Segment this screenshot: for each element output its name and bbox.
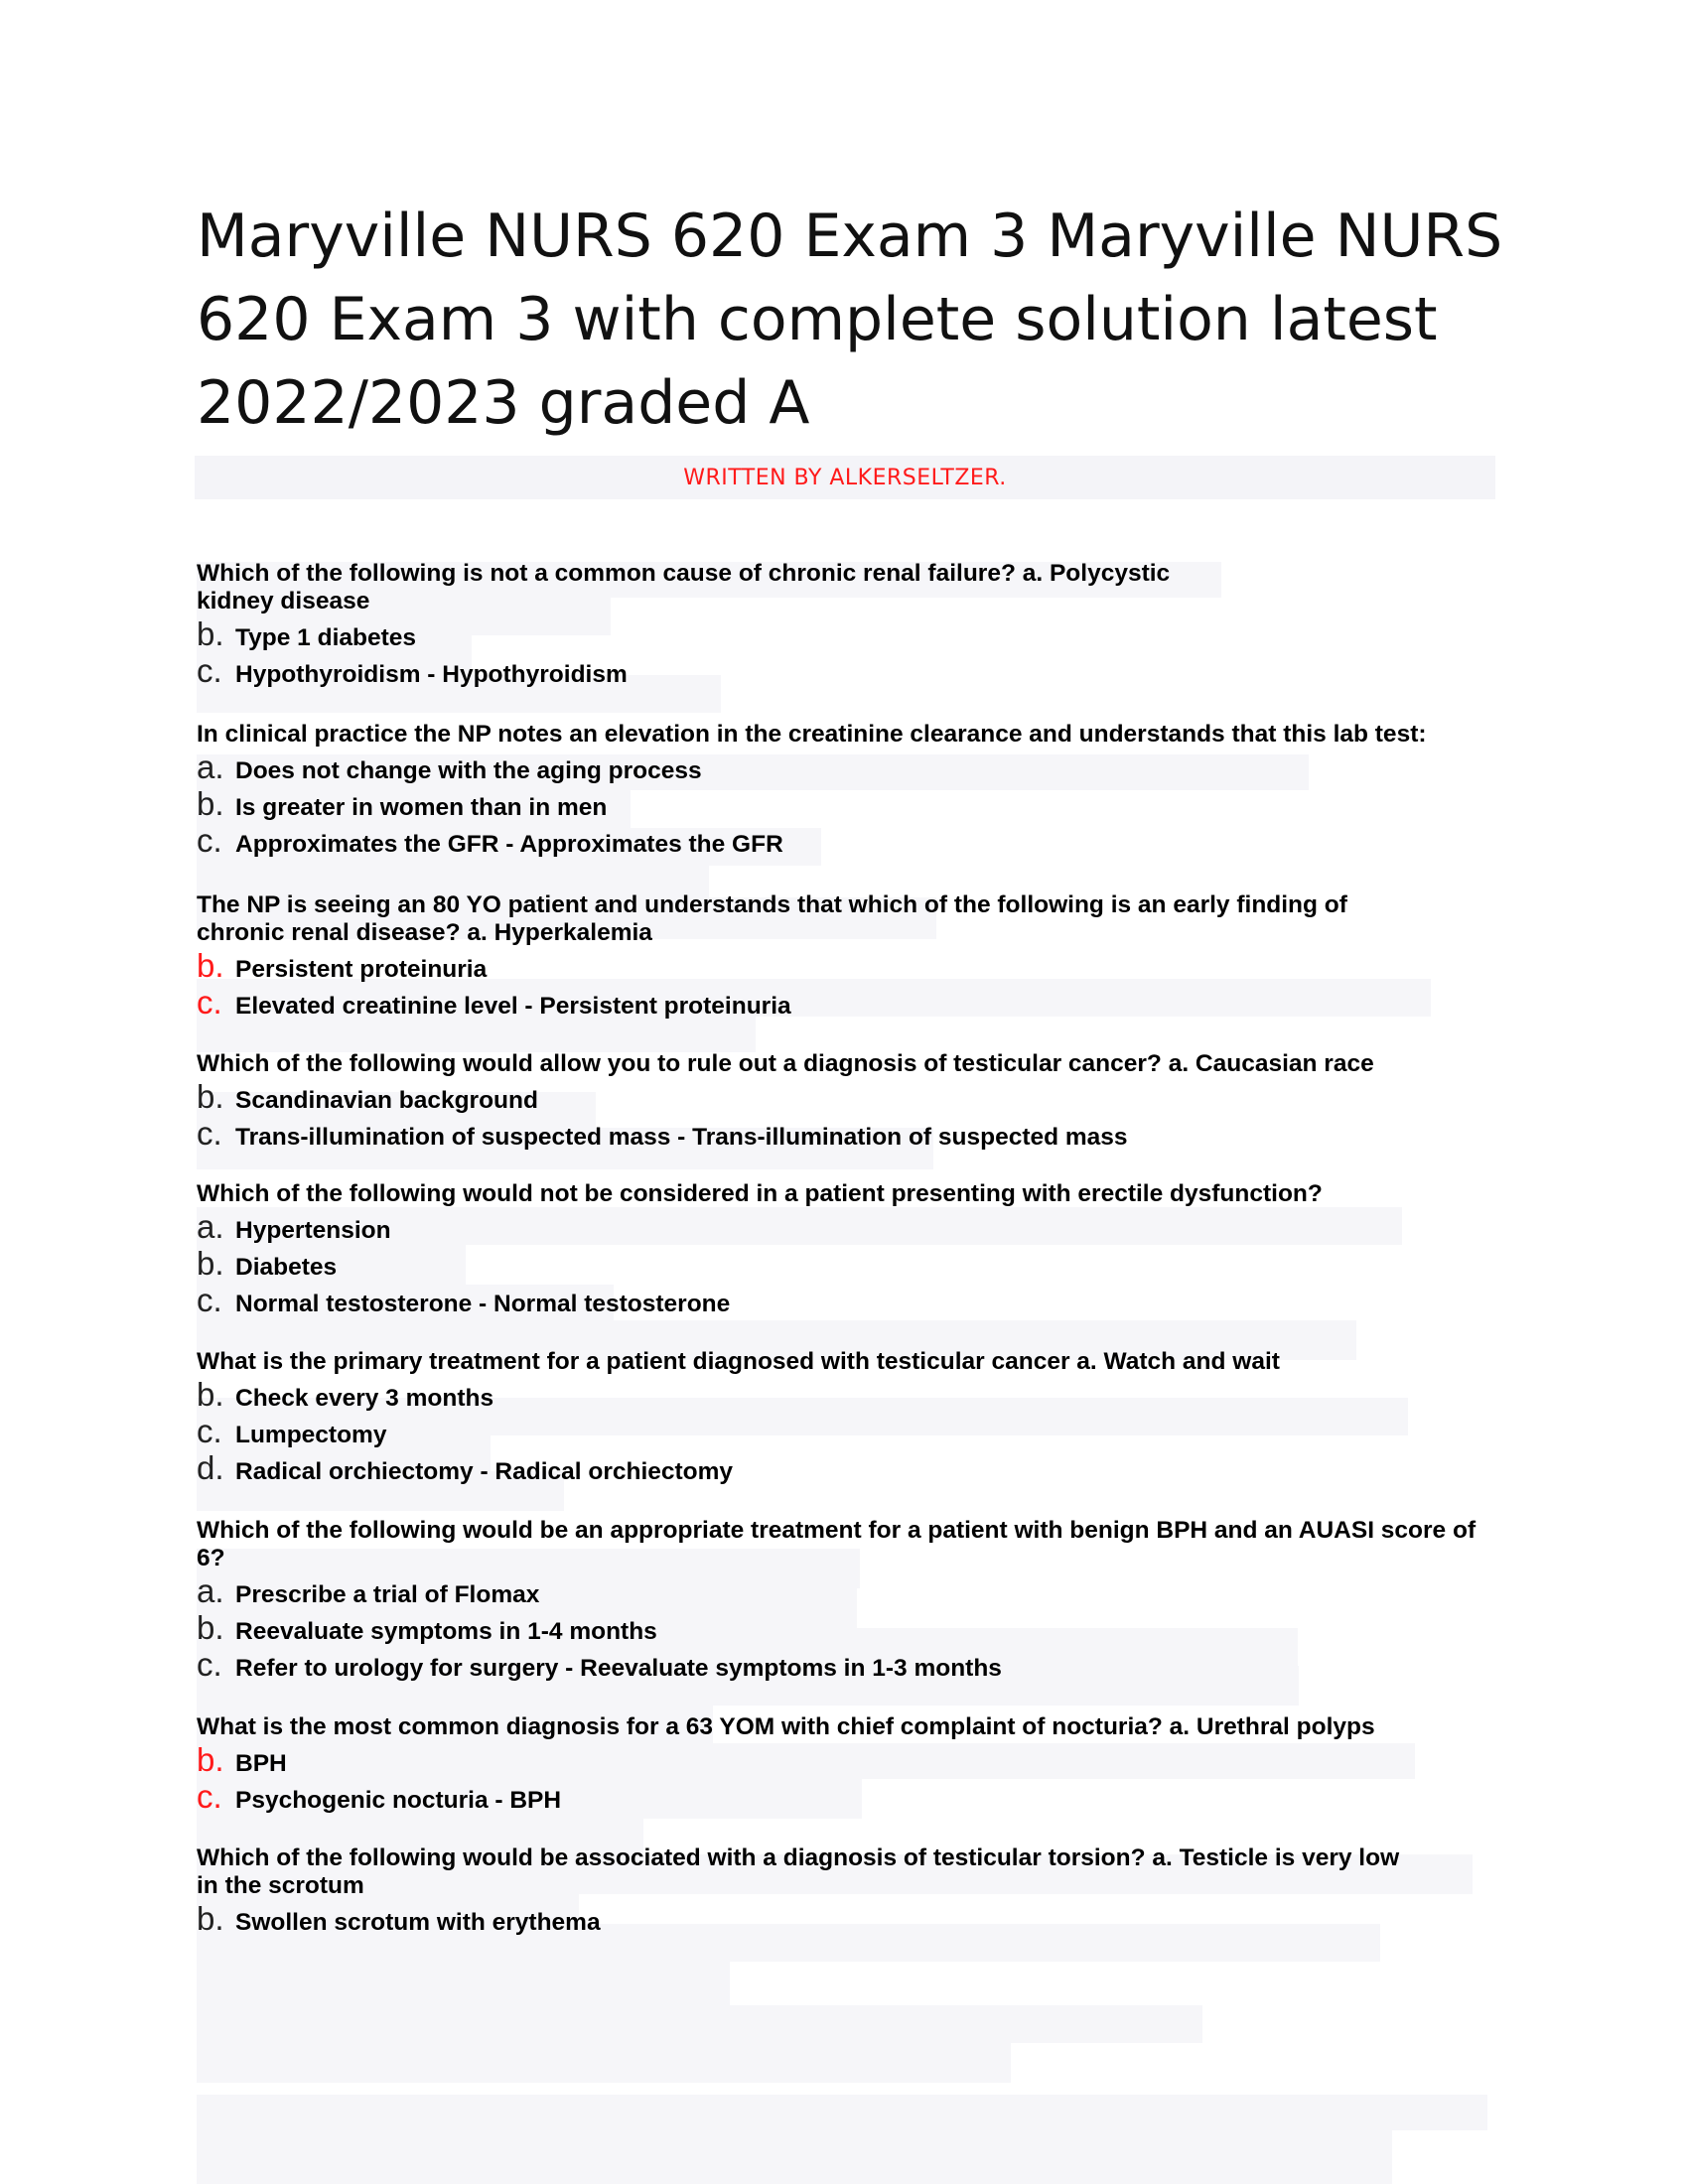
question-stem: In clinical practice the NP notes an elevation in the creatinine clearance and understands that this lab test: (197, 721, 1427, 748)
question-stem: Which of the following would allow you to rule out a diagnosis of testicular cancer? a. Caucasian race (197, 1050, 1374, 1077)
option-letter: b. (197, 1078, 224, 1115)
option-text: Lumpectomy (235, 1422, 387, 1448)
option-text: Refer to urology for surgery - Reevaluate symptoms in 1-3 months (235, 1655, 1002, 1682)
option-text: Trans-illumination of suspected mass - Trans-illumination of suspected mass (235, 1124, 1128, 1151)
option-letter: b. (197, 947, 224, 984)
question (197, 1348, 1507, 1486)
answer-option (197, 984, 1507, 1021)
option-letter: a. (197, 1208, 224, 1245)
option-text: Scandinavian background (235, 1087, 538, 1114)
shade-band (197, 2095, 1487, 2130)
option-text: Check every 3 months (235, 1385, 494, 1412)
option-letter: c. (197, 984, 222, 1021)
question (197, 1050, 1507, 1152)
author-credit: WRITTEN BY ALKERSELTZER. (683, 466, 1007, 490)
shade-band (197, 2005, 1202, 2043)
option-text: Is greater in women than in men (235, 794, 608, 821)
question-stem: What is the primary treatment for a patient diagnosed with testicular cancer a. Watch and wait (197, 1348, 1280, 1375)
option-letter: c. (197, 652, 222, 689)
option-text: Reevaluate symptoms in 1-4 months (235, 1618, 657, 1645)
option-letter: a. (197, 749, 224, 785)
answer-option (197, 822, 1507, 859)
answer-option (197, 1572, 1507, 1609)
option-text: Type 1 diabetes (235, 624, 417, 651)
answer-option (197, 947, 1507, 984)
answer-option (197, 1282, 1507, 1318)
option-letter: b. (197, 1245, 224, 1282)
option-letter: c. (197, 1413, 222, 1449)
option-text: BPH (235, 1750, 287, 1777)
shade-band (197, 1017, 756, 1052)
option-text: Approximates the GFR - Approximates the GFR (235, 831, 783, 858)
question (197, 560, 1507, 689)
answer-option (197, 1778, 1507, 1815)
answer-option (197, 1609, 1507, 1646)
question (197, 1517, 1507, 1683)
option-text: Diabetes (235, 1254, 338, 1281)
question-stem: Which of the following is not a common cause of chronic renal failure? a. Polycystic kidney disease (197, 560, 1171, 614)
answer-option (197, 1741, 1507, 1778)
option-text: Prescribe a trial of Flomax (235, 1581, 540, 1608)
answer-option (197, 785, 1507, 822)
answer-option (197, 1900, 1507, 1937)
option-letter: b. (197, 1900, 224, 1937)
question-stem: Which of the following would be associated with a diagnosis of testicular torsion? a. Testicle is very low in the scrotum (197, 1844, 1400, 1899)
option-text: Normal testosterone - Normal testosterone (235, 1291, 731, 1317)
option-text: Radical orchiectomy - Radical orchiectomy (235, 1458, 734, 1485)
answer-option (197, 652, 1507, 689)
answer-option (197, 1376, 1507, 1413)
answer-option (197, 1245, 1507, 1282)
question (197, 1713, 1507, 1815)
option-text: Hypertension (235, 1217, 391, 1244)
option-letter: c. (197, 1646, 222, 1683)
option-text: Hypothyroidism - Hypothyroidism (235, 661, 628, 688)
answer-option (197, 615, 1507, 652)
answer-option (197, 1413, 1507, 1449)
option-letter: d. (197, 1449, 224, 1486)
question-stem: What is the most common diagnosis for a 63 YOM with chief complaint of nocturia? a. Urethral polyps (197, 1713, 1375, 1740)
option-letter: b. (197, 615, 224, 652)
option-text: Persistent proteinuria (235, 956, 488, 983)
question (197, 721, 1507, 859)
shade-band (197, 2043, 1011, 2083)
option-letter: b. (197, 1741, 224, 1778)
question-stem: Which of the following would be an appropriate treatment for a patient with benign BPH and an AUASI score of 6? (197, 1517, 1477, 1571)
option-text: Elevated creatinine level - Persistent proteinuria (235, 993, 791, 1020)
question (197, 1844, 1507, 1937)
question-stem: Which of the following would not be considered in a patient presenting with erectile dysfunction? (197, 1180, 1323, 1207)
option-text: Psychogenic nocturia - BPH (235, 1787, 562, 1814)
shade-band (197, 2130, 1392, 2184)
option-text: Does not change with the aging process (235, 757, 702, 784)
question (197, 1180, 1507, 1318)
option-letter: c. (197, 1778, 222, 1815)
answer-option (197, 749, 1507, 785)
option-letter: a. (197, 1572, 224, 1609)
option-letter: c. (197, 1282, 222, 1318)
option-letter: b. (197, 785, 224, 822)
answer-option (197, 1208, 1507, 1245)
answer-option (197, 1646, 1507, 1683)
option-letter: b. (197, 1376, 224, 1413)
question (197, 891, 1507, 1021)
question-stem: The NP is seeing an 80 YO patient and understands that which of the following is an early finding of chronic renal disease? a. Hyperkalemia (197, 891, 1347, 946)
answer-option (197, 1078, 1507, 1115)
option-letter: c. (197, 1115, 222, 1152)
answer-option (197, 1115, 1507, 1152)
option-text: Swollen scrotum with erythema (235, 1909, 601, 1936)
document-title: Maryville NURS 620 Exam 3 Maryville NURS 620 Exam 3 with complete solution latest 2022/2023 graded A (197, 202, 1503, 438)
option-letter: b. (197, 1609, 224, 1646)
shade-band (197, 1962, 730, 2005)
option-letter: c. (197, 822, 222, 859)
answer-option (197, 1449, 1507, 1486)
